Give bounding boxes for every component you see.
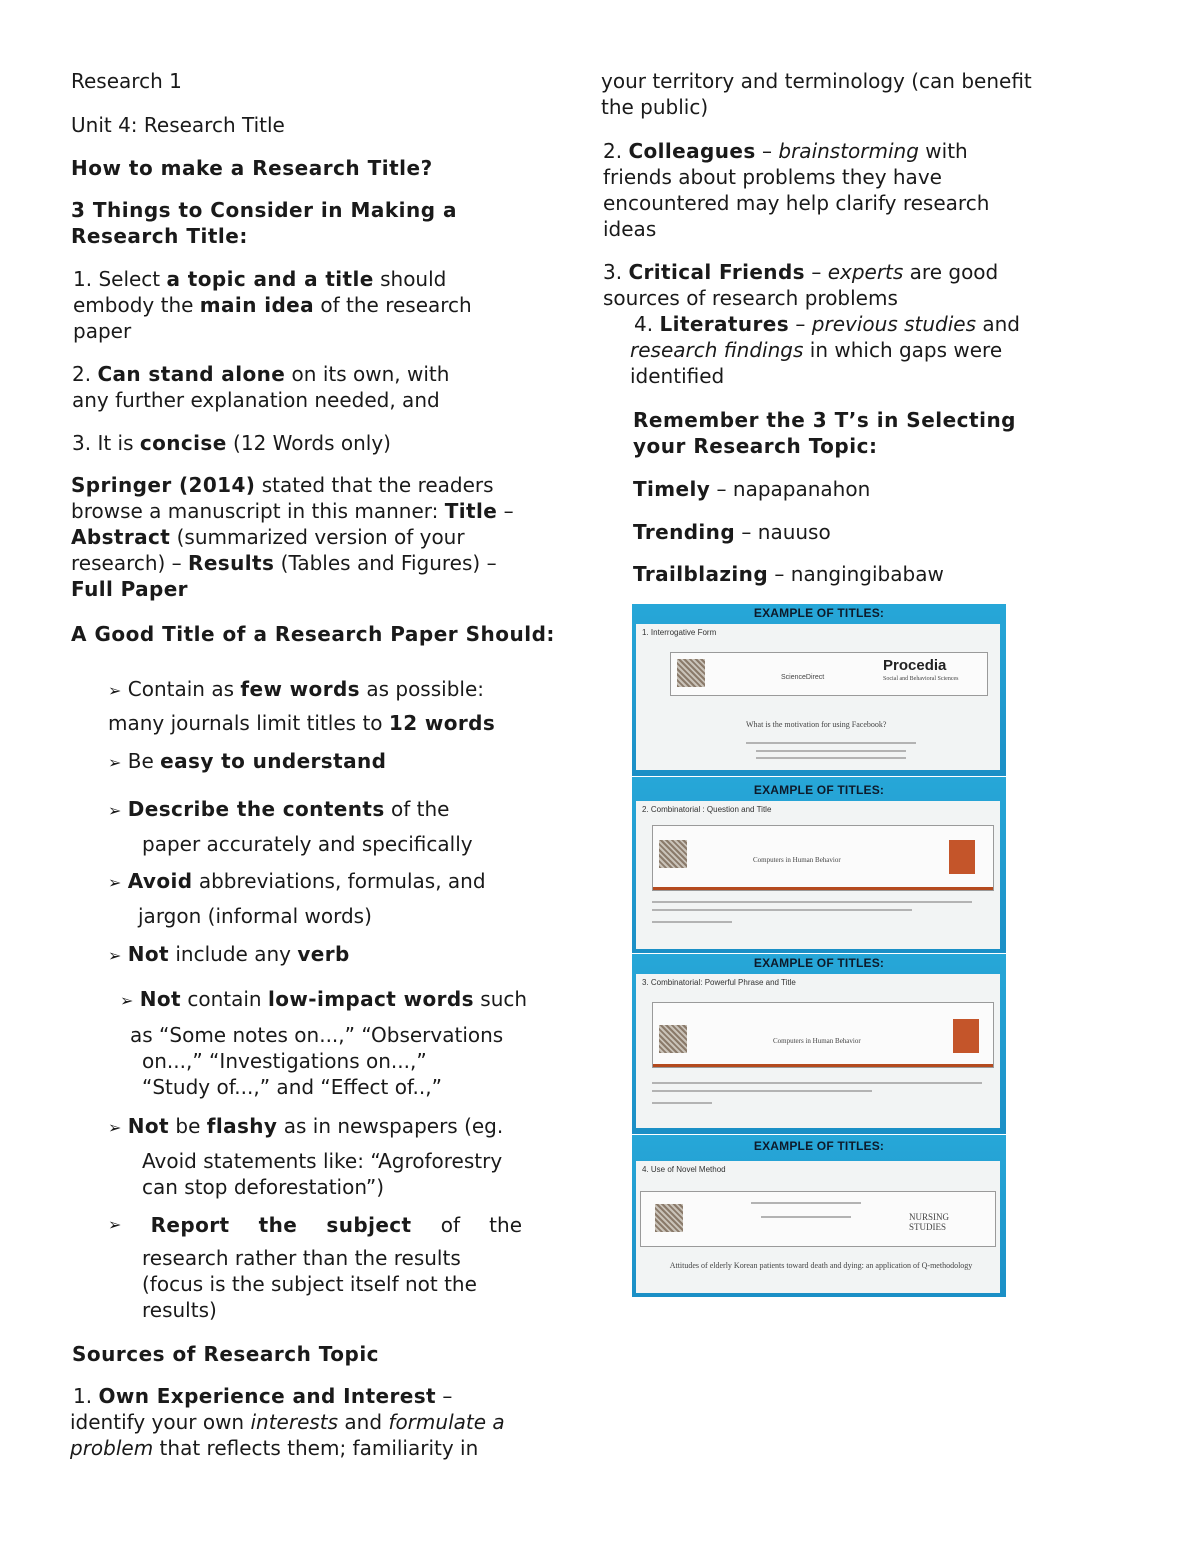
arrow-bullet-icon: ➢ bbox=[108, 681, 122, 700]
springer-paragraph: Springer (2014) stated that the readers browse a manuscript in this manner: Title – Abstract (summarized version of your research) – Results (Tables and Figures) – Full Paper bbox=[71, 473, 514, 601]
source-colleagues: 2. Colleagues – brainstorming with friends about problems they have encountered may help clarify research ideas bbox=[603, 139, 990, 241]
panel-title: EXAMPLE OF TITLES: bbox=[753, 783, 885, 797]
bullet-easy: ➢ Be easy to understand bbox=[108, 749, 387, 773]
consider-item-2: 2. Can stand alone on its own, with any further explanation needed, and bbox=[72, 362, 450, 412]
panel-title: EXAMPLE OF TITLES: bbox=[753, 1139, 885, 1153]
arrow-bullet-icon: ➢ bbox=[108, 1215, 122, 1234]
t-timely: Timely – napapanahon bbox=[633, 477, 871, 501]
bullet-no-verb: ➢ Not include any verb bbox=[108, 942, 350, 966]
panel-title: EXAMPLE OF TITLES: bbox=[753, 956, 885, 970]
source-own-experience-cont: your territory and terminology (can benefit the public) bbox=[601, 69, 1032, 119]
journal-cover-icon bbox=[949, 840, 975, 874]
arrow-bullet-icon: ➢ bbox=[108, 1118, 122, 1137]
arrow-bullet-icon: ➢ bbox=[108, 801, 122, 820]
bullet-describe: ➢ Describe the contents of the paper accurately and specifically bbox=[108, 797, 473, 856]
bullet-report-subject: ➢ Report the subject of the research rather than the results (focus is the subject itself not the results) bbox=[108, 1213, 522, 1322]
example-panel-phrase-and-title: EXAMPLE OF TITLES: 3. Combinatorial: Powerful Phrase and Title Computers in Human Behavior bbox=[632, 954, 1006, 1134]
heading-three-things: 3 Things to Consider in Making a Research Title: bbox=[71, 198, 458, 248]
example-panel-question-and-title: EXAMPLE OF TITLES: 2. Combinatorial : Question and Title Computers in Human Behavior bbox=[632, 777, 1006, 953]
heading-good-title: A Good Title of a Research Paper Should: bbox=[71, 622, 555, 646]
course-title: Research 1 bbox=[71, 69, 182, 93]
elsevier-logo-icon bbox=[659, 840, 687, 868]
example-panel-interrogative: EXAMPLE OF TITLES: 1. Interrogative Form ScienceDirect Procedia Social and Behavioral Sciences What is the motivation for using Facebook? bbox=[632, 604, 1006, 776]
source-literatures: 4. Literatures – previous studies and research findings in which gaps were identified bbox=[630, 312, 1020, 388]
bullet-avoid: ➢ Avoid abbreviations, formulas, and jargon (informal words) bbox=[108, 869, 486, 928]
arrow-bullet-icon: ➢ bbox=[108, 946, 122, 965]
source-critical-friends: 3. Critical Friends – experts are good sources of research problems bbox=[603, 260, 999, 310]
arrow-bullet-icon: ➢ bbox=[108, 753, 122, 772]
example-panel-novel-method: EXAMPLE OF TITLES: 4. Use of Novel Method NURSING STUDIES Attitudes of elderly Korean patients toward death and dying: an application of Q-methodology bbox=[632, 1135, 1006, 1297]
t-trailblazing: Trailblazing – nangingibabaw bbox=[633, 562, 944, 586]
bullet-not-flashy: ➢ Not be flashy as in newspapers (eg. Avoid statements like: “Agroforestry can stop deforestation”) bbox=[108, 1114, 504, 1199]
elsevier-logo-icon bbox=[677, 659, 705, 687]
bullet-low-impact: ➢ Not contain low-impact words such as “Some notes on...,” “Observations on...,” “Investigations on...,” “Study of...,” and “Effect of..,” bbox=[120, 987, 528, 1099]
heading-how-to: How to make a Research Title? bbox=[71, 156, 433, 180]
elsevier-logo-icon bbox=[655, 1204, 683, 1232]
bullet-few-words: ➢ Contain as few words as possible: many journals limit titles to 12 words bbox=[108, 677, 496, 735]
source-own-experience: 1. Own Experience and Interest – identify your own interests and formulate a problem that reflects them; familiarity in bbox=[70, 1384, 505, 1460]
consider-item-1: 1. Select a topic and a title should embody the main idea of the research paper bbox=[73, 267, 472, 343]
unit-title: Unit 4: Research Title bbox=[71, 113, 285, 137]
arrow-bullet-icon: ➢ bbox=[120, 991, 134, 1010]
journal-cover-icon bbox=[953, 1019, 979, 1053]
panel-title: EXAMPLE OF TITLES: bbox=[753, 606, 885, 620]
heading-sources: Sources of Research Topic bbox=[72, 1342, 380, 1366]
examples-of-titles-figure bbox=[632, 604, 1006, 1297]
t-trending: Trending – nauuso bbox=[633, 520, 831, 544]
arrow-bullet-icon: ➢ bbox=[108, 873, 122, 892]
elsevier-logo-icon bbox=[659, 1025, 687, 1053]
consider-item-3: 3. It is concise (12 Words only) bbox=[72, 431, 391, 455]
heading-remember: Remember the 3 T’s in Selecting your Research Topic: bbox=[633, 408, 1016, 458]
